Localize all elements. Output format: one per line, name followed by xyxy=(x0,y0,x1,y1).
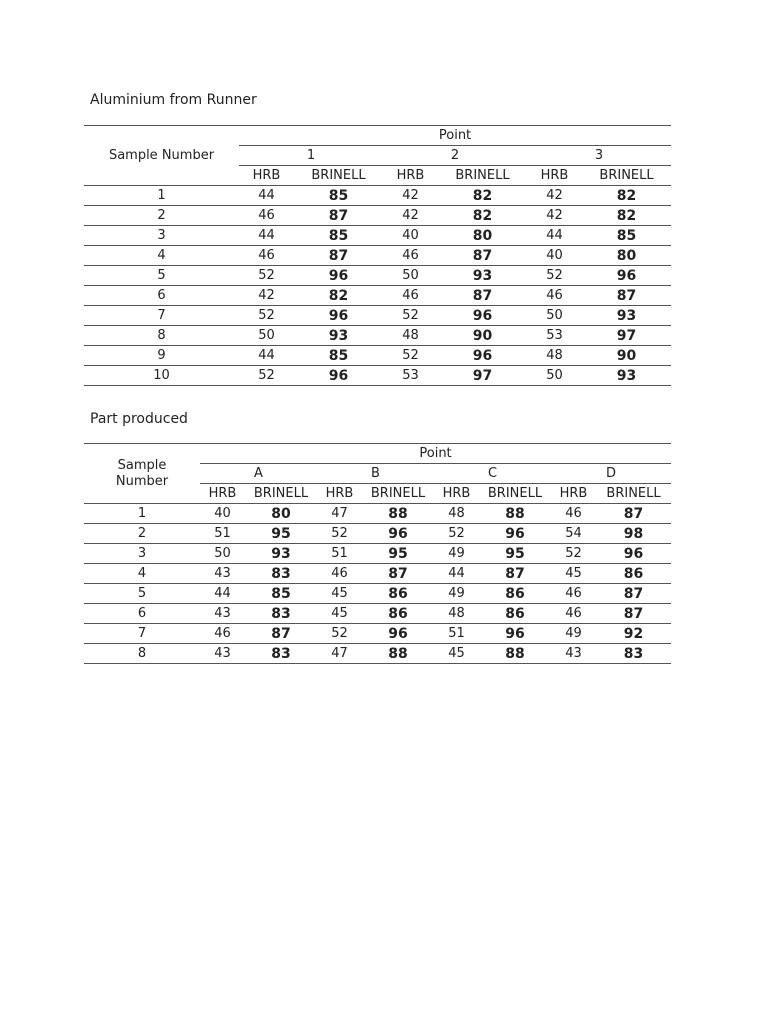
table-row xyxy=(84,226,671,246)
sample-number-cell: 2 xyxy=(84,206,239,226)
sample-number-header: Sample Number xyxy=(84,126,239,186)
sample-number-cell: 10 xyxy=(84,366,239,386)
hrb-header: HRB xyxy=(200,484,245,504)
brinell-cell: 86 xyxy=(596,564,671,584)
sample-number-cell: 1 xyxy=(84,504,200,524)
brinell-cell: 87 xyxy=(596,504,671,524)
brinell-cell: 96 xyxy=(596,544,671,564)
hrb-cell: 50 xyxy=(200,544,245,564)
hrb-cell: 46 xyxy=(200,624,245,644)
brinell-cell: 80 xyxy=(582,246,671,266)
brinell-cell: 87 xyxy=(294,246,383,266)
hrb-cell: 45 xyxy=(317,584,362,604)
brinell-cell: 98 xyxy=(596,524,671,544)
brinell-cell: 87 xyxy=(362,564,434,584)
hrb-cell: 46 xyxy=(551,604,596,624)
brinell-cell: 87 xyxy=(245,624,317,644)
sample-number-header xyxy=(84,444,200,504)
hrb-cell: 46 xyxy=(383,286,438,306)
point-b-header: B xyxy=(317,464,434,484)
hrb-cell: 47 xyxy=(317,644,362,664)
brinell-header: BRINELL xyxy=(294,166,383,186)
point-header: Point xyxy=(200,444,671,464)
point-2-header: 2 xyxy=(383,146,527,166)
brinell-cell: 97 xyxy=(582,326,671,346)
hrb-cell: 52 xyxy=(383,306,438,326)
hrb-cell: 44 xyxy=(434,564,479,584)
brinell-cell: 96 xyxy=(362,524,434,544)
sample-number-cell: 1 xyxy=(84,186,239,206)
brinell-header: BRINELL xyxy=(596,484,671,504)
brinell-cell: 85 xyxy=(582,226,671,246)
brinell-header: BRINELL xyxy=(438,166,527,186)
sample-header-line1: Sample xyxy=(117,457,167,473)
brinell-header: BRINELL xyxy=(362,484,434,504)
brinell-cell: 96 xyxy=(479,524,551,544)
brinell-cell: 88 xyxy=(362,644,434,664)
hrb-cell: 43 xyxy=(200,644,245,664)
table-row xyxy=(84,544,671,564)
hrb-cell: 54 xyxy=(551,524,596,544)
brinell-cell: 95 xyxy=(479,544,551,564)
hrb-cell: 42 xyxy=(239,286,294,306)
hrb-cell: 45 xyxy=(317,604,362,624)
hrb-cell: 42 xyxy=(383,186,438,206)
hrb-cell: 42 xyxy=(383,206,438,226)
brinell-cell: 93 xyxy=(294,326,383,346)
brinell-cell: 85 xyxy=(294,346,383,366)
table2-caption: Part produced xyxy=(90,411,188,427)
hrb-cell: 50 xyxy=(383,266,438,286)
brinell-cell: 83 xyxy=(245,564,317,584)
sample-number-cell: 8 xyxy=(84,326,239,346)
hrb-cell: 53 xyxy=(527,326,582,346)
brinell-cell: 85 xyxy=(294,226,383,246)
brinell-cell: 83 xyxy=(245,644,317,664)
hrb-cell: 52 xyxy=(527,266,582,286)
sample-number-cell: 8 xyxy=(84,644,200,664)
hrb-cell: 50 xyxy=(527,306,582,326)
hrb-header: HRB xyxy=(383,166,438,186)
table-row xyxy=(84,266,671,286)
table-row xyxy=(84,286,671,306)
sample-header-line2: Number xyxy=(115,473,169,489)
hrb-cell: 52 xyxy=(317,524,362,544)
table1-caption: Aluminium from Runner xyxy=(90,92,257,108)
hrb-cell: 45 xyxy=(551,564,596,584)
hrb-cell: 40 xyxy=(383,226,438,246)
hrb-cell: 46 xyxy=(551,584,596,604)
table-row xyxy=(84,346,671,366)
brinell-cell: 87 xyxy=(294,206,383,226)
brinell-cell: 95 xyxy=(245,524,317,544)
hrb-cell: 51 xyxy=(317,544,362,564)
brinell-cell: 85 xyxy=(294,186,383,206)
table-row xyxy=(84,186,671,206)
hrb-cell: 52 xyxy=(551,544,596,564)
brinell-cell: 87 xyxy=(438,286,527,306)
brinell-cell: 96 xyxy=(294,266,383,286)
brinell-cell: 92 xyxy=(596,624,671,644)
brinell-cell: 96 xyxy=(438,306,527,326)
hrb-cell: 44 xyxy=(239,186,294,206)
brinell-cell: 87 xyxy=(438,246,527,266)
brinell-cell: 88 xyxy=(479,504,551,524)
brinell-cell: 82 xyxy=(438,206,527,226)
brinell-cell: 95 xyxy=(362,544,434,564)
hrb-cell: 46 xyxy=(551,504,596,524)
brinell-cell: 83 xyxy=(245,604,317,624)
aluminium-runner-table xyxy=(84,125,671,386)
brinell-cell: 87 xyxy=(596,584,671,604)
sample-number-cell: 2 xyxy=(84,524,200,544)
hrb-cell: 50 xyxy=(527,366,582,386)
hrb-cell: 46 xyxy=(383,246,438,266)
point-3-header: 3 xyxy=(527,146,671,166)
table-row xyxy=(84,584,671,604)
brinell-header: BRINELL xyxy=(479,484,551,504)
hrb-cell: 43 xyxy=(551,644,596,664)
hrb-header: HRB xyxy=(527,166,582,186)
sample-number-cell: 4 xyxy=(84,246,239,266)
brinell-cell: 87 xyxy=(582,286,671,306)
hrb-cell: 40 xyxy=(200,504,245,524)
table-row xyxy=(84,366,671,386)
brinell-cell: 86 xyxy=(362,604,434,624)
brinell-cell: 82 xyxy=(438,186,527,206)
hrb-cell: 48 xyxy=(527,346,582,366)
hrb-cell: 46 xyxy=(239,246,294,266)
sample-number-cell: 6 xyxy=(84,604,200,624)
brinell-cell: 96 xyxy=(438,346,527,366)
hrb-cell: 48 xyxy=(434,504,479,524)
hrb-cell: 42 xyxy=(527,186,582,206)
sample-number-cell: 4 xyxy=(84,564,200,584)
hrb-cell: 53 xyxy=(383,366,438,386)
hrb-cell: 49 xyxy=(551,624,596,644)
hrb-header: HRB xyxy=(239,166,294,186)
brinell-cell: 96 xyxy=(294,306,383,326)
sample-number-cell: 3 xyxy=(84,544,200,564)
hrb-header: HRB xyxy=(317,484,362,504)
table-row xyxy=(84,246,671,266)
point-a-header: A xyxy=(200,464,317,484)
brinell-cell: 96 xyxy=(582,266,671,286)
hrb-cell: 45 xyxy=(434,644,479,664)
hrb-cell: 43 xyxy=(200,604,245,624)
brinell-cell: 86 xyxy=(362,584,434,604)
brinell-cell: 87 xyxy=(596,604,671,624)
sample-number-cell: 6 xyxy=(84,286,239,306)
table-row xyxy=(84,504,671,524)
brinell-cell: 82 xyxy=(582,186,671,206)
hrb-cell: 48 xyxy=(383,326,438,346)
point-d-header: D xyxy=(551,464,671,484)
hrb-header: HRB xyxy=(434,484,479,504)
hrb-cell: 49 xyxy=(434,544,479,564)
brinell-cell: 93 xyxy=(438,266,527,286)
brinell-cell: 86 xyxy=(479,584,551,604)
point-c-header: C xyxy=(434,464,551,484)
table-row xyxy=(84,644,671,664)
sample-number-cell: 5 xyxy=(84,584,200,604)
table-row xyxy=(84,624,671,644)
brinell-cell: 88 xyxy=(479,644,551,664)
sample-number-cell: 5 xyxy=(84,266,239,286)
brinell-cell: 83 xyxy=(596,644,671,664)
brinell-header: BRINELL xyxy=(582,166,671,186)
hrb-cell: 44 xyxy=(239,226,294,246)
table-row xyxy=(84,564,671,584)
table-row xyxy=(84,326,671,346)
hrb-cell: 48 xyxy=(434,604,479,624)
hrb-cell: 52 xyxy=(434,524,479,544)
brinell-cell: 86 xyxy=(479,604,551,624)
hrb-cell: 50 xyxy=(239,326,294,346)
table-row xyxy=(84,604,671,624)
hrb-cell: 47 xyxy=(317,504,362,524)
brinell-cell: 80 xyxy=(438,226,527,246)
hrb-cell: 51 xyxy=(200,524,245,544)
brinell-cell: 82 xyxy=(294,286,383,306)
hrb-cell: 46 xyxy=(317,564,362,584)
hrb-cell: 40 xyxy=(527,246,582,266)
brinell-cell: 93 xyxy=(582,306,671,326)
brinell-cell: 90 xyxy=(582,346,671,366)
sample-number-cell: 9 xyxy=(84,346,239,366)
brinell-cell: 90 xyxy=(438,326,527,346)
hrb-cell: 44 xyxy=(527,226,582,246)
brinell-cell: 82 xyxy=(582,206,671,226)
brinell-cell: 85 xyxy=(245,584,317,604)
hrb-cell: 42 xyxy=(527,206,582,226)
sample-number-cell: 3 xyxy=(84,226,239,246)
brinell-cell: 96 xyxy=(362,624,434,644)
brinell-cell: 96 xyxy=(294,366,383,386)
brinell-cell: 87 xyxy=(479,564,551,584)
table-row xyxy=(84,306,671,326)
brinell-cell: 93 xyxy=(582,366,671,386)
brinell-cell: 97 xyxy=(438,366,527,386)
hrb-cell: 52 xyxy=(239,366,294,386)
hrb-cell: 44 xyxy=(200,584,245,604)
brinell-cell: 96 xyxy=(479,624,551,644)
hrb-cell: 44 xyxy=(239,346,294,366)
hrb-cell: 52 xyxy=(383,346,438,366)
sample-number-cell: 7 xyxy=(84,306,239,326)
part-produced-table xyxy=(84,443,671,664)
point-header: Point xyxy=(239,126,671,146)
hrb-cell: 46 xyxy=(527,286,582,306)
brinell-cell: 93 xyxy=(245,544,317,564)
brinell-header: BRINELL xyxy=(245,484,317,504)
hrb-cell: 49 xyxy=(434,584,479,604)
hrb-header: HRB xyxy=(551,484,596,504)
table-row xyxy=(84,524,671,544)
table-row xyxy=(84,206,671,226)
hrb-cell: 52 xyxy=(239,306,294,326)
brinell-cell: 80 xyxy=(245,504,317,524)
hrb-cell: 43 xyxy=(200,564,245,584)
brinell-cell: 88 xyxy=(362,504,434,524)
sample-number-cell: 7 xyxy=(84,624,200,644)
point-1-header: 1 xyxy=(239,146,383,166)
hrb-cell: 52 xyxy=(239,266,294,286)
hrb-cell: 52 xyxy=(317,624,362,644)
hrb-cell: 46 xyxy=(239,206,294,226)
hrb-cell: 51 xyxy=(434,624,479,644)
